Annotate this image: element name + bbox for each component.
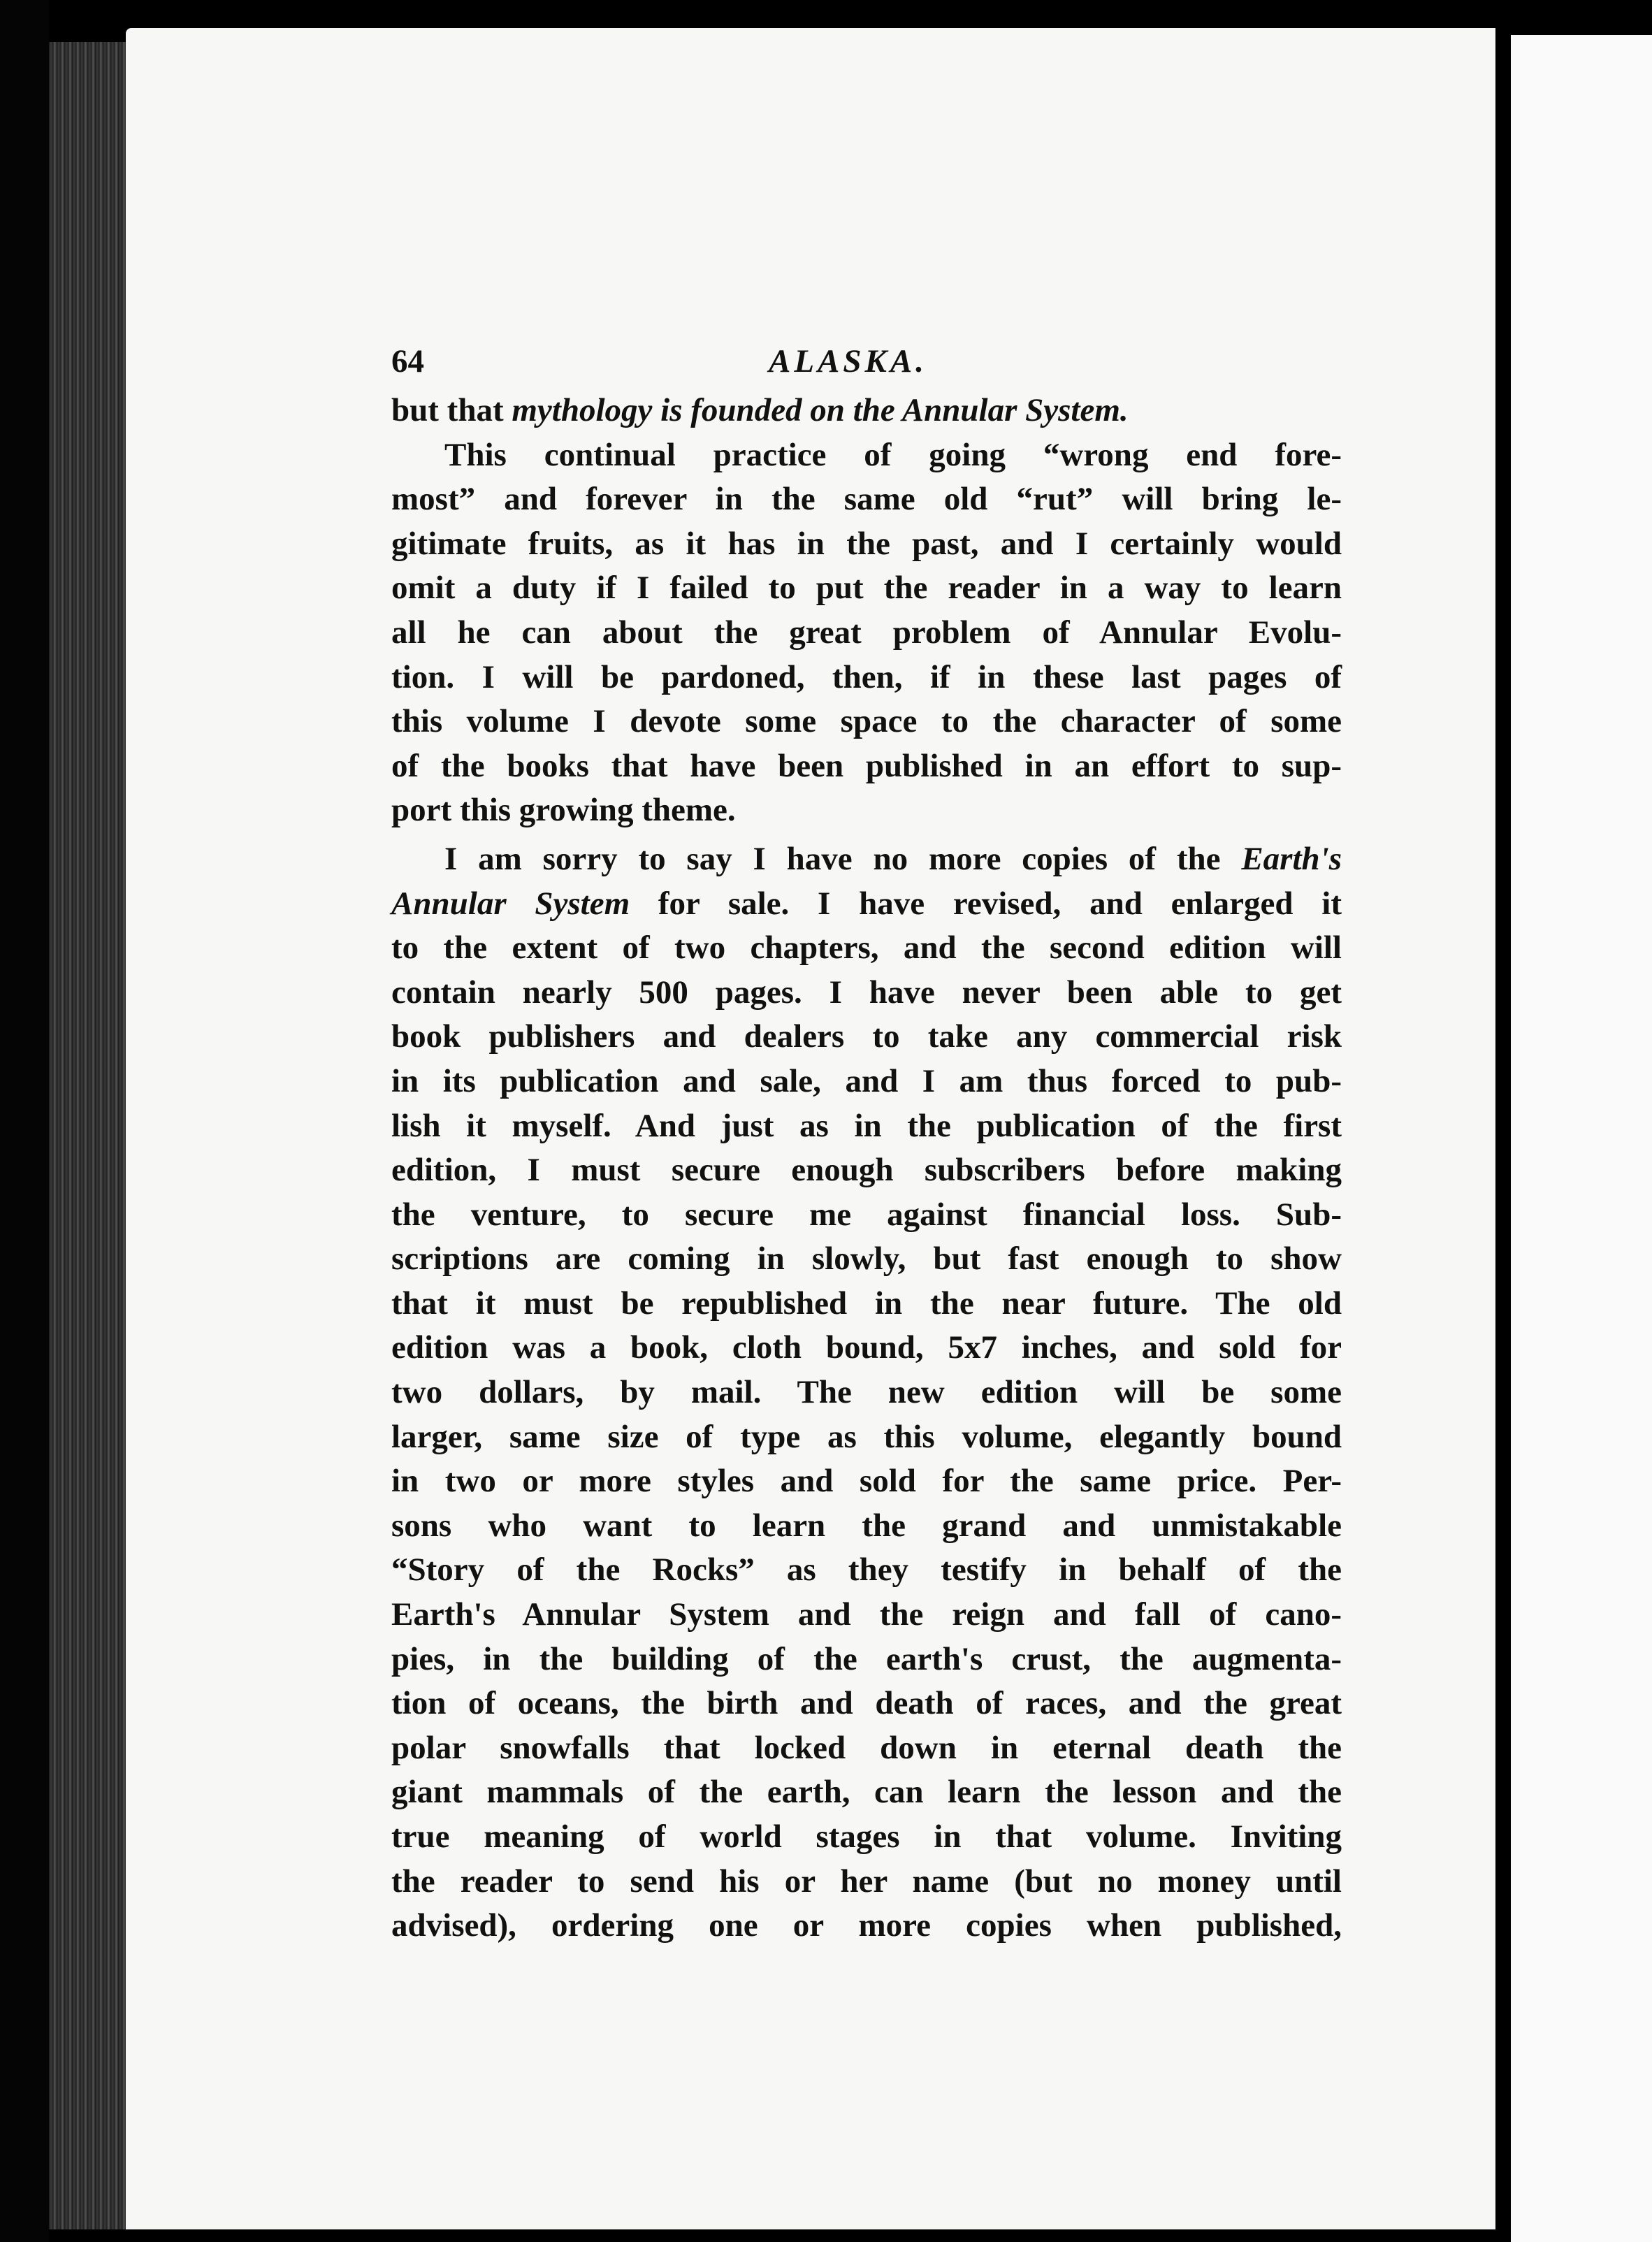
text-line: gitimate fruits, as it has in the past, and I certainly would <box>391 525 1342 562</box>
text-line: omit a duty if I failed to put the reader in a way to learn <box>391 570 1342 607</box>
text-line: the venture, to secure me against financial loss. Sub- <box>391 1196 1342 1233</box>
text-line: two dollars, by mail. The new edition will be some <box>391 1374 1342 1411</box>
scan-edge-left <box>0 0 49 2242</box>
page-number: 64 <box>391 343 424 379</box>
text-line: book publishers and dealers to take any commercial risk <box>391 1018 1342 1055</box>
paragraph-1 <box>391 389 1342 433</box>
text-line: to the extent of two chapters, and the second edition will <box>391 930 1342 967</box>
paragraph-3 <box>391 837 1342 1948</box>
text-line: scriptions are coming in slowly, but fast enough to show <box>391 1241 1342 1278</box>
text-line: tion of oceans, the birth and death of races, and the great <box>391 1685 1342 1722</box>
text-line: in two or more styles and sold for the same price. Per- <box>391 1463 1342 1500</box>
text-line: Earth's Annular System and the reign and fall of cano- <box>391 1596 1342 1633</box>
text-line: polar snowfalls that locked down in eternal death the <box>391 1729 1342 1766</box>
text-line: giant mammals of the earth, can learn the lesson and the <box>391 1774 1342 1811</box>
text-line: the reader to send his or her name (but no money until <box>391 1863 1342 1900</box>
text-line: larger, same size of type as this volume, elegantly bound <box>391 1418 1342 1455</box>
running-head <box>391 328 1342 384</box>
text-line: sons who want to learn the grand and unmistakable <box>391 1507 1342 1544</box>
text-line: this volume I devote some space to the character of some <box>391 703 1342 740</box>
text-line: I am sorry to say I have no more copies of the Earth's <box>444 840 1342 877</box>
running-title: ALASKA. <box>769 343 927 379</box>
text-line: contain nearly 500 pages. I have never been able to get <box>391 974 1342 1011</box>
text-line: port this growing theme. <box>391 792 736 829</box>
text-line: that it must be republished in the near future. The old <box>391 1285 1342 1322</box>
text-line: This continual practice of going “wrong end fore- <box>444 436 1342 473</box>
text-line: tion. I will be pardoned, then, if in these last pages of <box>391 658 1342 695</box>
text-line: Annular System for sale. I have revised, and enlarged it <box>391 885 1342 922</box>
page-text-block <box>391 328 1342 1948</box>
facing-page-edge <box>1511 35 1652 2242</box>
text-line: advised), ordering one or more copies when published, <box>391 1907 1342 1944</box>
text-line: in its publication and sale, and I am thus forced to pub- <box>391 1062 1342 1099</box>
book-gutter <box>1495 0 1511 2242</box>
text-line: most” and forever in the same old “rut” will bring le- <box>391 481 1342 518</box>
text-line: but that mythology is founded on the Annular System. <box>391 392 1129 428</box>
text-line: edition, I must secure enough subscribers before making <box>391 1152 1342 1189</box>
text-line: pies, in the building of the earth's crust, the augmenta- <box>391 1640 1342 1677</box>
text-line: all he can about the great problem of Annular Evolu- <box>391 614 1342 651</box>
paragraph-2 <box>391 433 1342 833</box>
text-line: edition was a book, cloth bound, 5x7 inches, and sold for <box>391 1329 1342 1366</box>
text-line: of the books that have been published in an effort to sup- <box>391 747 1342 784</box>
text-line: lish it myself. And just as in the publication of the first <box>391 1107 1342 1144</box>
text-line: true meaning of world stages in that volume. Inviting <box>391 1818 1342 1855</box>
text-line: “Story of the Rocks” as they testify in behalf of the <box>391 1552 1342 1589</box>
